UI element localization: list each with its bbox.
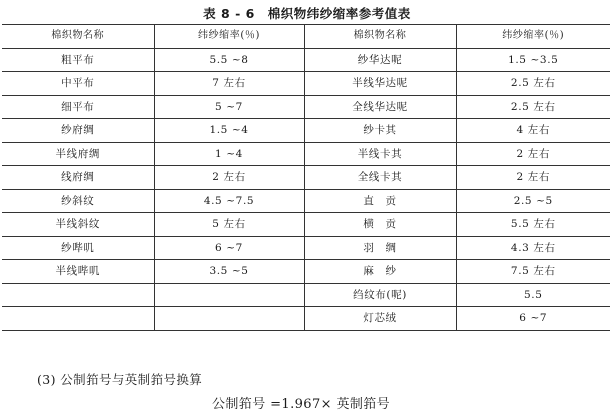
table-row (2, 189, 610, 213)
fabric-name-cell: 粗平布 (2, 48, 154, 72)
fabric-name-cell (2, 283, 154, 307)
table-row (2, 142, 610, 166)
shrinkage-cell: 1 ~4 (154, 142, 304, 166)
fabric-name-cell: 纱斜纹 (2, 189, 154, 213)
fabric-name-cell: 纱卡其 (304, 119, 456, 143)
fabric-name-cell: 绉纹布(呢) (304, 283, 456, 307)
shrinkage-cell: 4 左右 (456, 119, 610, 143)
fabric-name-cell: 半线卡其 (304, 142, 456, 166)
fabric-name-cell: 全线华达呢 (304, 95, 456, 119)
table-row (2, 213, 610, 237)
shrinkage-cell: 7 左右 (154, 72, 304, 96)
header-shrinkage-right: 纬纱缩率(％) (456, 25, 610, 49)
shrinkage-cell (154, 307, 304, 331)
shrinkage-cell: 2 左右 (456, 142, 610, 166)
fabric-name-cell: 细平布 (2, 95, 154, 119)
table-header-row (2, 25, 610, 49)
shrinkage-cell: 2.5 ~5 (456, 189, 610, 213)
shrinkage-cell: 3.5 ~5 (154, 260, 304, 284)
shrinkage-cell: 7.5 左右 (456, 260, 610, 284)
fabric-name-cell: 灯芯绒 (304, 307, 456, 331)
shrinkage-cell (154, 283, 304, 307)
fabric-name-cell (2, 307, 154, 331)
shrinkage-cell: 2.5 左右 (456, 72, 610, 96)
fabric-name-cell: 羽 绸 (304, 236, 456, 260)
shrinkage-cell: 2 左右 (456, 166, 610, 190)
fabric-name-cell: 麻 纱 (304, 260, 456, 284)
fabric-name-cell: 半线哔叽 (2, 260, 154, 284)
fabric-name-cell: 半线华达呢 (304, 72, 456, 96)
table-row (2, 307, 610, 331)
section-heading: (3) 公制筘号与英制筘号换算 (37, 372, 203, 387)
header-shrinkage-left: 纬纱缩率(％) (154, 25, 304, 49)
shrinkage-cell: 5 左右 (154, 213, 304, 237)
table-row (2, 72, 610, 96)
shrinkage-cell: 6 ~7 (456, 307, 610, 331)
fabric-name-cell: 纱华达呢 (304, 48, 456, 72)
shrinkage-cell: 5.5 (456, 283, 610, 307)
shrinkage-cell: 2.5 左右 (456, 95, 610, 119)
table-row (2, 166, 610, 190)
shrinkage-cell: 5.5 左右 (456, 213, 610, 237)
shrinkage-cell: 6 ~7 (154, 236, 304, 260)
shrinkage-cell: 5 ~7 (154, 95, 304, 119)
table-row (2, 236, 610, 260)
fabric-name-cell: 半线府绸 (2, 142, 154, 166)
table-row (2, 48, 610, 72)
table-caption: 表 8 - 6 棉织物纬纱缩率参考值表 (203, 6, 411, 21)
shrinkage-cell: 1.5 ~4 (154, 119, 304, 143)
fabric-name-cell: 全线卡其 (304, 166, 456, 190)
fabric-name-cell: 纱府绸 (2, 119, 154, 143)
shrinkage-cell: 4.3 左右 (456, 236, 610, 260)
shrinkage-cell: 5.5 ~8 (154, 48, 304, 72)
header-fabric-name-right: 棉织物名称 (304, 25, 456, 49)
fabric-name-cell: 纱哔叽 (2, 236, 154, 260)
table-row (2, 260, 610, 284)
shrinkage-cell: 1.5 ~3.5 (456, 48, 610, 72)
shrinkage-cell: 4.5 ~7.5 (154, 189, 304, 213)
shrinkage-cell: 2 左右 (154, 166, 304, 190)
shrinkage-reference-table (2, 24, 610, 331)
header-fabric-name-left: 棉织物名称 (2, 25, 154, 49)
fabric-name-cell: 横 贡 (304, 213, 456, 237)
table-row (2, 95, 610, 119)
fabric-name-cell: 半线斜纹 (2, 213, 154, 237)
conversion-formula: 公制筘号 =1.967× 英制筘号 (212, 397, 391, 412)
fabric-name-cell: 线府绸 (2, 166, 154, 190)
fabric-name-cell: 中平布 (2, 72, 154, 96)
fabric-name-cell: 直 贡 (304, 189, 456, 213)
table-row (2, 283, 610, 307)
table-row (2, 119, 610, 143)
